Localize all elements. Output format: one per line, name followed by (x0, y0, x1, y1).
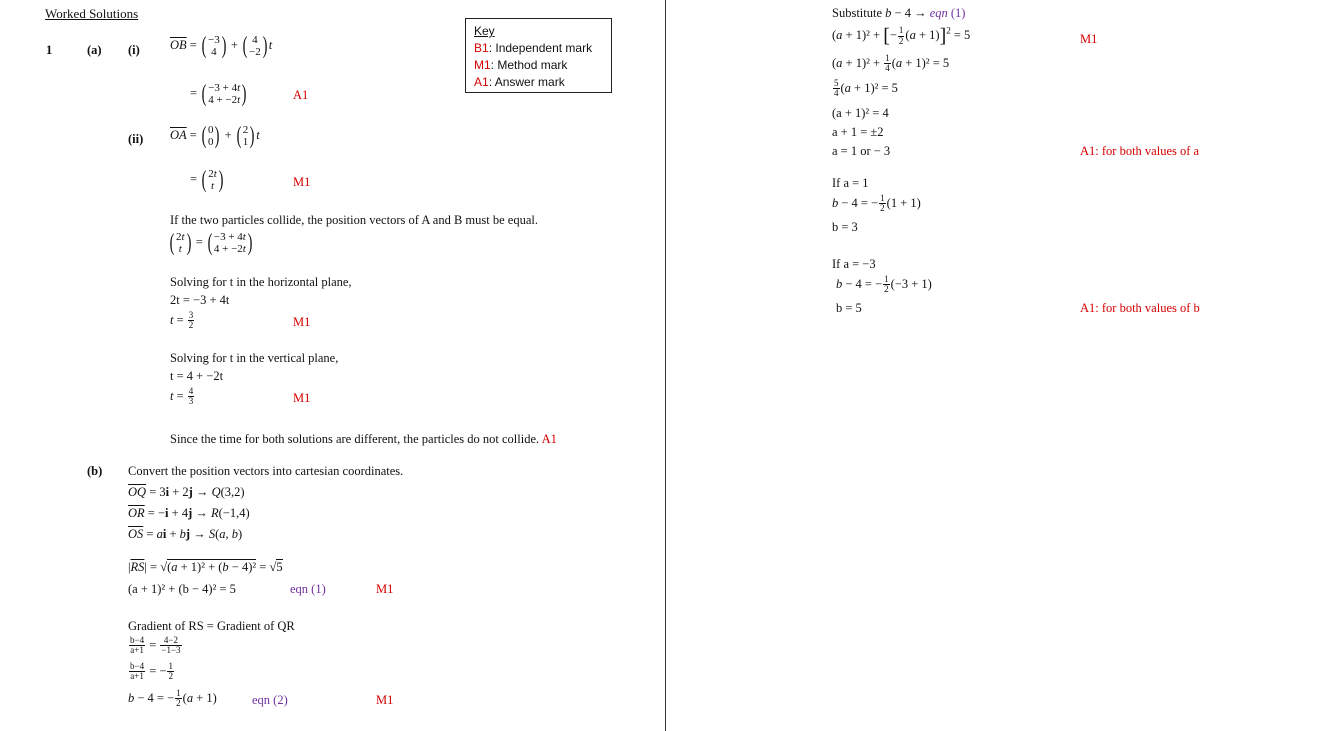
text-solve-vertical: Solving for t in the vertical plane, (170, 351, 339, 365)
equation-oq: $\overline{OQ} = 3i + 2j \to Q(3,2)$ (128, 485, 245, 499)
mark-a1: A1 (293, 88, 309, 102)
question-number: 1 (46, 43, 53, 57)
column-divider (665, 0, 666, 731)
key-heading: Key (474, 24, 495, 38)
equation-vertical: t = 4 + −2t (170, 369, 224, 383)
key-item-b1: B1: Independent mark (474, 41, 593, 55)
mark-m1: M1 (293, 315, 311, 329)
mark-m1: M1 (293, 175, 311, 189)
equation-ob-result: = ( −3 + 4t 4 + −2t ) (190, 81, 247, 108)
equation-or: $\overline{OR} = -i + 4j \to R(-1,4)$ (128, 506, 250, 520)
equation-t-three-halves: t = $\frac{3}{2}$ (170, 310, 194, 331)
equation-oa: $\overline{OA}$ = ( 0 0 ) + ( 2 1 ) t (170, 123, 260, 150)
mark-key-box (465, 18, 612, 93)
equation-b-case2: b − 4 = − $\frac{1}{2}$ (−3 + 1) (836, 274, 932, 295)
part-ii-label: (ii) (128, 132, 144, 146)
equation-horizontal: 2t = −3 + 4t (170, 293, 230, 307)
equation-b-equals-3: b = 3 (832, 220, 858, 234)
text-if-a-minus3: If a = −3 (832, 257, 876, 271)
text-substitute: Substitute b − 4 → eqn (1) (832, 6, 966, 20)
key-item-a1: A1: Answer mark (474, 75, 565, 89)
equation-b-equals-5: b = 5 (836, 301, 862, 315)
equation-sub-6: a = 1 or − 3 (832, 144, 891, 158)
text-if-a-1: If a = 1 (832, 176, 869, 190)
part-b-label: (b) (87, 464, 103, 478)
mark-m1: M1 (376, 582, 394, 596)
equation-os: $\overline{OS}$ = ai + bj → S(a, b) (128, 527, 243, 541)
text-conclusion: Since the time for both solutions are different, the particles do not collide. A1 (170, 432, 557, 446)
equation-b-case1: b − 4 = − $\frac{1}{2}$ (1 + 1) (832, 193, 921, 214)
equation-sub-5: a + 1 = ±2 (832, 125, 884, 139)
part-a-label: (a) (87, 43, 102, 57)
key-item-m1: M1: Method mark (474, 58, 568, 72)
equation-sub-4: (a + 1)² = 4 (832, 106, 889, 120)
text-convert: Convert the position vectors into cartesian coordinates. (128, 464, 404, 478)
equation-eqn2: b − 4 = − $\frac{1}{2}$ (a + 1) (128, 688, 217, 709)
equation-sub-2: (a + 1)² + $\frac{1}{4}$ (a + 1)² = 5 (832, 53, 950, 74)
mark-m1: M1 (1080, 32, 1098, 46)
text-solve-horizontal: Solving for t in the horizontal plane, (170, 275, 352, 289)
mark-a1-both-b: A1: for both values of b (1080, 301, 1200, 315)
mark-m1: M1 (293, 391, 311, 405)
text-gradient: Gradient of RS = Gradient of QR (128, 619, 295, 633)
text-collide-intro: If the two particles collide, the position vectors of A and B must be equal. (170, 213, 538, 227)
equation-gradient-1: $\frac{b-4}{a+1}$ = $\frac{4-2}{-1-3}$ (130, 635, 181, 656)
equation-equal-vectors: ( 2t t ) = ( −3 + 4t 4 + −2t ) (169, 230, 253, 257)
equation-gradient-2: $\frac{b-4}{a+1}$ = − $\frac{1}{2}$ (130, 661, 173, 682)
equation-t-four-thirds: t = $\frac{4}{3}$ (170, 386, 194, 407)
mark-a1-both-a: A1: for both values of a (1080, 144, 1200, 158)
equation-sub-3: $\frac{5}{4}$ (a + 1)² = 5 (834, 78, 898, 99)
part-i-label: (i) (128, 43, 140, 57)
eqn1-tag: eqn (1) (290, 582, 326, 596)
mark-m1: M1 (376, 693, 394, 707)
equation-oa-result: = ( 2t t ) (190, 167, 224, 194)
page-title: Worked Solutions (45, 6, 139, 21)
eqn2-tag: eqn (2) (252, 693, 288, 707)
equation-rs-magnitude: $|\overline{RS}| = √(a + 1)^2 + (b - 4)^2 = √5$ (128, 560, 283, 574)
equation-sub-1: (a + 1)² + [− $\frac{1}{2}$ (a + 1)]$^2$ = 5 (832, 25, 971, 47)
equation-eqn1: (a + 1)² + (b − 4)² = 5 (128, 582, 236, 596)
equation-ob: $\overline{OB}$ = ( −3 4 ) + ( 4 −2 ) t (170, 33, 273, 60)
